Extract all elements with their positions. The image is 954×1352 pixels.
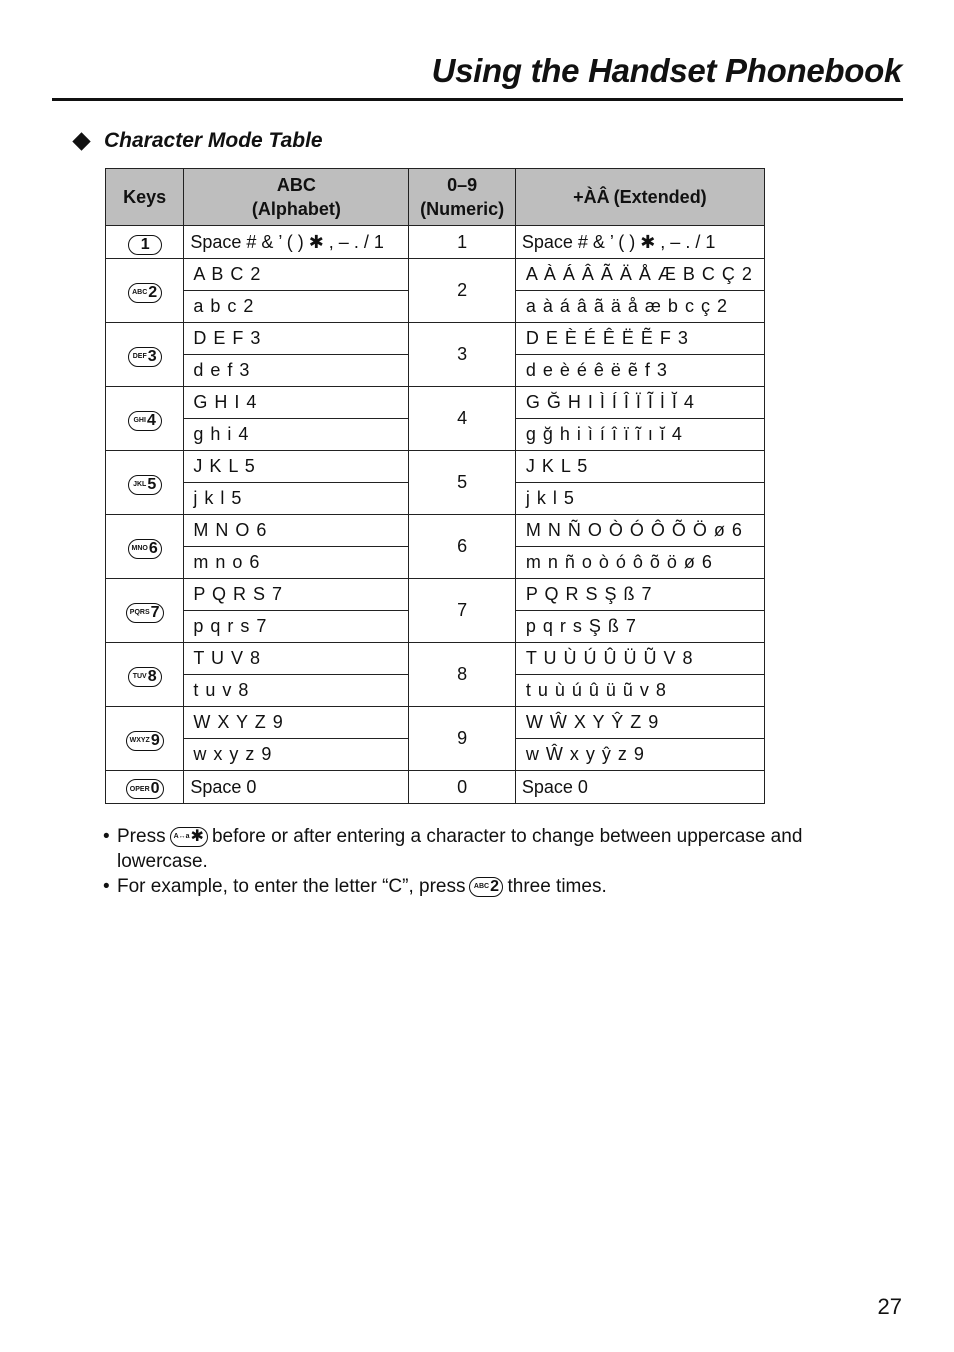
- key-cell: [106, 226, 184, 259]
- case-toggle-key-icon: [170, 827, 208, 847]
- key-8-icon: [128, 667, 162, 687]
- extended-cell-uppercase: W Ŵ X Y Ŷ Z 9: [515, 707, 764, 739]
- abc-cell-lowercase: d e f 3: [184, 355, 409, 387]
- abc-cell-lowercase: a b c 2: [184, 291, 409, 323]
- header-keys: Keys: [106, 169, 184, 226]
- extended-cell-lowercase: g ğ h i ì í î ï ĩ ı ĭ 4: [515, 419, 764, 451]
- extended-mode-icon: +ÀÂ: [573, 187, 610, 207]
- numeric-cell: 3: [409, 323, 515, 387]
- numeric-cell: 1: [409, 226, 515, 259]
- extended-cell-uppercase: G Ğ H I Ì Í Î Ï Ĩ İ Ĭ 4: [515, 387, 764, 419]
- key-letters: WXYZ: [129, 737, 150, 745]
- key-digit: 5: [147, 475, 157, 493]
- key-cell: [106, 387, 184, 451]
- numeric-cell: 4: [409, 387, 515, 451]
- key-7-icon: [126, 603, 164, 623]
- key-digit: 6: [148, 539, 158, 557]
- abc-cell-lowercase: m n o 6: [184, 547, 409, 579]
- extended-cell: Space # & ’ ( ) ✱ , – . / 1: [515, 226, 764, 259]
- section-heading: [72, 129, 323, 153]
- abc-cell-uppercase: J K L 5: [184, 451, 409, 483]
- header-abc: [184, 169, 409, 226]
- abc-cell-uppercase: G H I 4: [184, 387, 409, 419]
- abc-cell: Space # & ’ ( ) ✱ , – . / 1: [184, 226, 409, 259]
- extended-cell-lowercase: t u ù ú û ü ũ v 8: [515, 675, 764, 707]
- note-example: [103, 874, 883, 899]
- abc-cell-lowercase: t u v 8: [184, 675, 409, 707]
- header-extended-label: (Extended): [613, 187, 707, 207]
- extended-cell-lowercase: p q r s Ş ß 7: [515, 611, 764, 643]
- extended-cell-lowercase: a à á â ã ä å æ b c ç 2: [515, 291, 764, 323]
- abc-cell-lowercase: j k l 5: [184, 483, 409, 515]
- page-number: 27: [877, 1294, 902, 1319]
- header-abc-line1: ABC: [276, 175, 316, 195]
- diamond-bullet-icon: [72, 132, 90, 150]
- key-letters: OPER: [129, 785, 150, 793]
- key-digit: 0: [150, 780, 160, 798]
- key-4-icon: [128, 411, 162, 431]
- key-2-icon: [128, 283, 162, 303]
- table-row: [106, 451, 765, 483]
- key-cell: [106, 643, 184, 707]
- table-header-row: [106, 169, 765, 226]
- key-letters: PQRS: [129, 609, 150, 617]
- key-cell: [106, 259, 184, 323]
- extended-cell-lowercase: d e è é ê ë ẽ f 3: [515, 355, 764, 387]
- abc-cell-uppercase: P Q R S 7: [184, 579, 409, 611]
- key-letters: A↔a: [173, 833, 190, 841]
- extended-cell-uppercase: D E È É Ê Ë Ẽ F 3: [515, 323, 764, 355]
- note-text: [117, 824, 883, 874]
- extended-cell-lowercase: w Ŵ x y ŷ z 9: [515, 739, 764, 771]
- bullet: •: [103, 826, 110, 847]
- extended-cell-uppercase: M N Ñ O Ò Ó Ô Õ Ö ø 6: [515, 515, 764, 547]
- extended-cell-lowercase: m n ñ o ò ó ô õ ö ø 6: [515, 547, 764, 579]
- header-numeric: [409, 169, 515, 226]
- key-digit: 9: [150, 731, 160, 749]
- numeric-cell: 8: [409, 643, 515, 707]
- key-cell: [106, 515, 184, 579]
- abc-cell-lowercase: p q r s 7: [184, 611, 409, 643]
- note-text: [117, 874, 883, 899]
- key-cell: [106, 323, 184, 387]
- table-row: [106, 515, 765, 547]
- key-letters: JKL: [133, 481, 147, 489]
- extended-cell-lowercase: j k l 5: [515, 483, 764, 515]
- key-1-icon: [128, 235, 162, 255]
- table-row: [106, 259, 765, 291]
- abc-cell-uppercase: D E F 3: [184, 323, 409, 355]
- extended-cell-uppercase: A À Á Â Ã Ä Å Æ B C Ç 2: [515, 259, 764, 291]
- key-digit: 3: [147, 347, 157, 365]
- key-cell: [106, 579, 184, 643]
- note-text-before: For example, to enter the letter “C”, press: [117, 876, 466, 897]
- key-letters: DEF: [132, 353, 147, 361]
- abc-cell-uppercase: A B C 2: [184, 259, 409, 291]
- numeric-cell: 5: [409, 451, 515, 515]
- extended-cell: Space 0: [515, 771, 764, 804]
- abc-cell-lowercase: w x y z 9: [184, 739, 409, 771]
- notes: [103, 824, 883, 899]
- numeric-cell: 9: [409, 707, 515, 771]
- numeric-cell: 0: [409, 771, 515, 804]
- abc-cell-uppercase: M N O 6: [184, 515, 409, 547]
- abc-cell-uppercase: T U V 8: [184, 643, 409, 675]
- header-abc-line2: (Alphabet): [251, 199, 341, 219]
- table-row: [106, 643, 765, 675]
- header-extended: [515, 169, 764, 226]
- numeric-cell: 2: [409, 259, 515, 323]
- abc-cell-uppercase: W X Y Z 9: [184, 707, 409, 739]
- page-title: Using the Handset Phonebook: [431, 52, 902, 89]
- table-body: [106, 226, 765, 804]
- key-digit: 4: [146, 411, 156, 429]
- character-mode-table: [105, 168, 765, 804]
- numeric-cell: 7: [409, 579, 515, 643]
- key-cell: [106, 707, 184, 771]
- header-numeric-line1: 0–9: [447, 175, 478, 195]
- bullet: •: [103, 876, 110, 897]
- key-5-icon: [128, 475, 162, 495]
- table-row: [106, 579, 765, 611]
- key-6-icon: [128, 539, 162, 559]
- header-numeric-line2: (Numeric): [420, 199, 505, 219]
- table-row: [106, 387, 765, 419]
- key-letters: ABC: [473, 883, 490, 891]
- note-case-toggle: [103, 824, 883, 874]
- key-digit: 8: [147, 667, 157, 685]
- table-row: [106, 323, 765, 355]
- note-text-after: before or after entering a character to change between uppercase and lowercase.: [117, 826, 803, 872]
- key-cell: [106, 771, 184, 804]
- key-letters: GHI: [133, 417, 146, 425]
- table-row: [106, 707, 765, 739]
- key-letters: ABC: [132, 289, 148, 297]
- key-digit: 7: [150, 603, 160, 621]
- key-cell: [106, 451, 184, 515]
- note-text-after: three times.: [507, 876, 607, 897]
- key-digit: 1: [140, 236, 150, 253]
- key-9-icon: [126, 731, 164, 751]
- extended-cell-uppercase: T U Ù Ú Û Ü Ũ V 8: [515, 643, 764, 675]
- abc-cell: Space 0: [184, 771, 409, 804]
- key-symbol: ✱: [190, 827, 204, 845]
- key-letters: MNO: [131, 545, 148, 553]
- extended-cell-uppercase: J K L 5: [515, 451, 764, 483]
- section-heading-text: Character Mode Table: [104, 129, 323, 152]
- key-letters: TUV: [132, 673, 147, 681]
- extended-cell-uppercase: P Q R S Ş ß 7: [515, 579, 764, 611]
- key-3-icon: [128, 347, 162, 367]
- key-symbol: 2: [490, 877, 499, 895]
- title-rule: [52, 98, 903, 101]
- note-text-before: Press: [117, 826, 166, 847]
- key-0-icon: [126, 779, 164, 799]
- numeric-cell: 6: [409, 515, 515, 579]
- abc-cell-lowercase: g h i 4: [184, 419, 409, 451]
- table-row: [106, 226, 765, 259]
- table-row: [106, 771, 765, 804]
- key-digit: 2: [148, 283, 158, 301]
- key-2-icon: [469, 877, 503, 897]
